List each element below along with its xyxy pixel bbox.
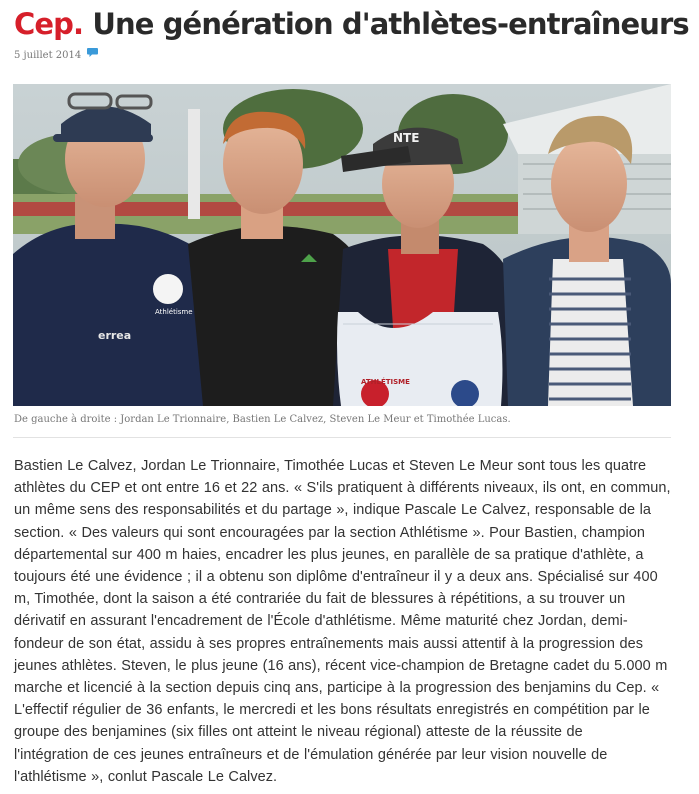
- body-line: dérivatif en assurant l'encadrement de l'École d'athlétisme. Même maturité chez Jordan, demi-: [14, 613, 628, 630]
- body-line: L'effectif régulier de 36 enfants, le mercredi et les bons résultats enregistrés en compétition par le: [14, 702, 650, 719]
- caption-divider: [13, 437, 671, 438]
- article-body: [14, 455, 686, 788]
- svg-text:NTE: NTE: [393, 131, 420, 145]
- body-line: section. « Des valeurs qui sont encouragées par la section Athlétisme ». Pour Bastien, champion: [14, 524, 645, 541]
- body-line: fondeur de son état, assidu à ses propres entraînements mais aussi attentif à la progression des: [14, 635, 644, 652]
- article-headline: [14, 4, 694, 44]
- article-photo: [13, 84, 671, 406]
- article-kicker: Cep.: [14, 7, 84, 41]
- body-line: Bastien Le Calvez, Jordan Le Trionnaire, Timothée Lucas et Steven Le Meur sont tous les quatre: [14, 458, 647, 474]
- article-meta: [14, 48, 98, 62]
- bib-text: ATHLÉTISME: [361, 378, 410, 386]
- article-title: Une génération d'athlètes-entraîneurs: [92, 7, 689, 41]
- body-line: toujours été une évidence ; il a obtenu son diplôme d'entraîneur il y a deux ans. Spécialisé sur 400: [14, 569, 658, 586]
- comment-icon[interactable]: [87, 48, 98, 57]
- body-line: athlètes du CEP et ont entre 16 et 22 ans. « S'ils pratiquent à différents niveaux, ils ont, en commun,: [14, 480, 671, 497]
- body-line: un même sens des responsabilités et du partage », indique Pascale Le Calvez, responsable de la: [14, 502, 652, 519]
- body-line: l'intégration de ces jeunes entraîneurs et de l'émulation générée par leur vision nouvelle de: [14, 746, 608, 763]
- body-line: jeunes athlètes. Steven, le plus jeune (16 ans), récent vice-champion de Bretagne cadet du 5.000 m: [14, 657, 668, 674]
- body-line: l'athlétisme », conlut Pascale Le Calvez.: [14, 768, 278, 785]
- body-line: groupe des benjamines (six filles ont atteint le niveau régional) atteste de la réussite de: [14, 724, 583, 741]
- body-line: marche et licencié à la section depuis cinq ans, participe à la progression des benjamins du Cep. «: [14, 680, 660, 697]
- photo-caption: De gauche à droite : Jordan Le Trionnaire, Bastien Le Calvez, Steven Le Meur et Timothée Lucas.: [14, 414, 511, 425]
- athletes-photo: [13, 84, 671, 406]
- body-line: m, Timothée, dont la saison a été contrariée du fait de blessures à répétitions, a su trouver un: [14, 591, 626, 608]
- jacket-brand: errea: [98, 329, 132, 342]
- body-line: départemental sur 400 m haies, encadrer les plus jeunes, en parallèle de sa pratique d'athlète, a: [14, 546, 644, 563]
- article-date: 5 juillet 2014: [14, 49, 82, 61]
- jacket-logo-text: Athlétisme: [155, 308, 193, 316]
